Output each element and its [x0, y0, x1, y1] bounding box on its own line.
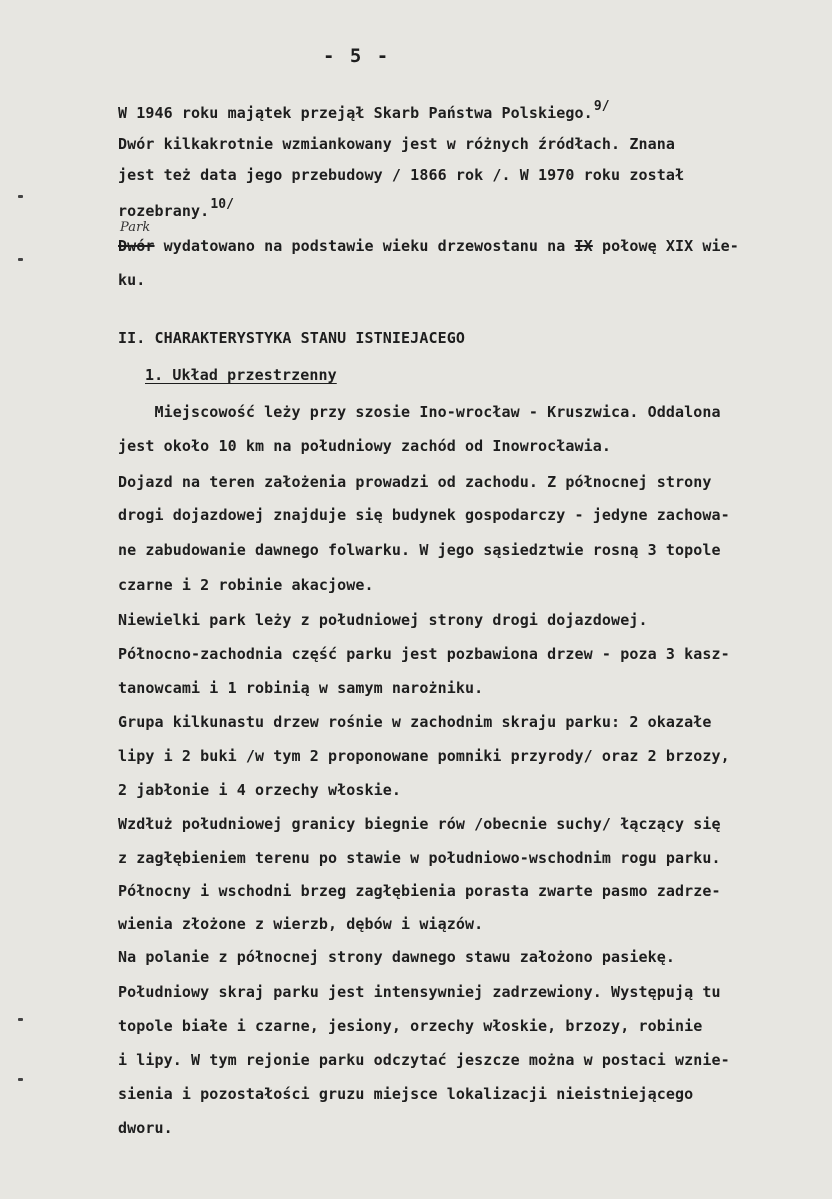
text-line-4-text: rozebrany.	[118, 202, 210, 220]
body-line: ne zabudowanie dawnego folwarku. W jego sąsiedztwie rosną 3 topole	[118, 541, 721, 559]
body-line: Wzdłuż południowej granicy biegnie rów /obecnie suchy/ łączący się	[118, 815, 721, 833]
text-line-1	[118, 99, 610, 125]
body-line: topole białe i czarne, jesiony, orzechy włoskie, brzozy, robinie	[118, 1017, 703, 1035]
footnote-ref-9: 9/	[593, 99, 610, 114]
body-line: jest około 10 km na południowy zachód od Inowrocławia.	[118, 437, 612, 455]
body-line: drogi dojazdowej znajduje się budynek gospodarczy - jedyne zachowa-	[118, 506, 730, 524]
margin-mark	[18, 1078, 23, 1081]
body-line: Północno-zachodnia część parku jest pozbawiona drzew - poza 3 kasz-	[118, 645, 730, 663]
text-line-6: ku.	[118, 271, 146, 289]
body-line: wienia złożone z wierzb, dębów i wiązów.	[118, 915, 484, 933]
body-line: z zagłębieniem terenu po stawie w południowo-wschodnim rogu parku.	[118, 849, 721, 867]
text-line-5	[118, 236, 739, 256]
struck-numeral: IX	[574, 237, 593, 255]
body-line: sienia i pozostałości gruzu miejsce lokalizacji nieistniejącego	[118, 1085, 694, 1103]
margin-mark	[18, 195, 23, 198]
margin-mark	[18, 1018, 23, 1021]
body-line: 2 jabłonie i 4 orzechy włoskie.	[118, 781, 402, 799]
body-line: czarne i 2 robinie akacjowe.	[118, 576, 374, 594]
body-line: Południowy skraj parku jest intensywniej zadrzewiony. Występują tu	[118, 983, 721, 1001]
text-line-1-text: W 1946 roku majątek przejął Skarb Państwa Polskiego.	[118, 104, 593, 122]
section-heading: II. CHARAKTERYSTYKA STANU ISTNIEJACEGO	[118, 329, 465, 347]
body-line: lipy i 2 buki /w tym 2 proponowane pomniki przyrody/ oraz 2 brzozy,	[118, 747, 730, 765]
body-line: dworu.	[118, 1119, 173, 1137]
page-number: - 5 -	[323, 45, 391, 67]
body-line: Dojazd na teren założenia prowadzi od zachodu. Z północnej strony	[118, 473, 712, 491]
body-line: Na polanie z północnej strony dawnego stawu założono pasiekę.	[118, 948, 675, 966]
text-line-5-part-b: połowę XIX wie-	[592, 237, 739, 255]
margin-mark	[18, 258, 23, 261]
body-line: Grupa kilkunastu drzew rośnie w zachodnim skraju parku: 2 okazałe	[118, 713, 712, 731]
footnote-ref-10: 10/	[210, 197, 235, 212]
text-line-3: jest też data jego przebudowy / 1866 rok /. W 1970 roku został	[118, 166, 685, 184]
body-line: tanowcami i 1 robinią w samym narożniku.	[118, 679, 484, 697]
struck-word: Dwór	[118, 237, 155, 255]
subsection-heading: 1. Układ przestrzenny	[145, 366, 337, 384]
body-line: i lipy. W tym rejonie parku odczytać jeszcze można w postaci wznie-	[118, 1051, 730, 1069]
body-line: Niewielki park leży z południowej strony drogi dojazdowej.	[118, 611, 648, 629]
handwritten-insertion: Park	[120, 220, 151, 235]
body-line: Miejscowość leży przy szosie Ino-wrocław - Kruszwica. Oddalona	[118, 403, 721, 421]
text-line-5-part-a: wydatowano na podstawie wieku drzewostanu na	[154, 237, 575, 255]
text-line-2: Dwór kilkakrotnie wzmiankowany jest w różnych źródłach. Znana	[118, 135, 675, 153]
body-line: Północny i wschodni brzeg zagłębienia porasta zwarte pasmo zadrze-	[118, 882, 721, 900]
